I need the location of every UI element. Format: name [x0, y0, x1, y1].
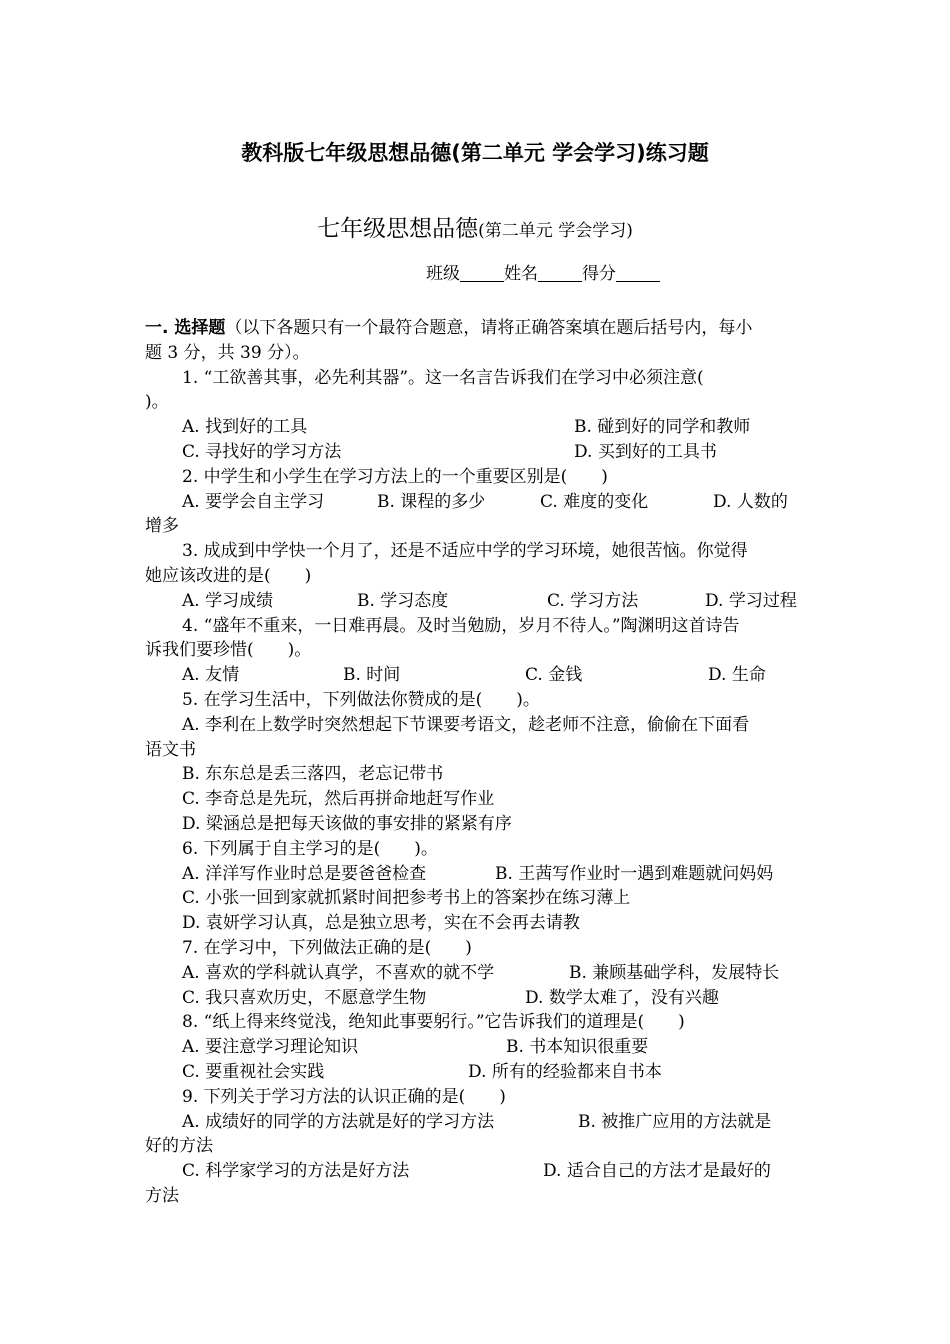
q9-option-d: D. 适合自己的方法才是最好的	[543, 1161, 771, 1182]
q1-stem: 1. “工欲善其事，必先利其器”。这一名言告诉我们在学习中必须注意(	[182, 367, 704, 388]
class-label: 班级	[426, 264, 460, 284]
q6-option-c: C. 小张一回到家就抓紧时间把参考书上的答案抄在练习薄上	[182, 888, 631, 909]
class-blank[interactable]	[460, 263, 504, 282]
q2-option-a: A. 要学会自主学习	[182, 491, 325, 512]
name-blank[interactable]	[538, 263, 582, 282]
score-label: 得分	[582, 264, 616, 284]
q1-stem-cont: )。	[145, 392, 169, 413]
q5-option-a: A. 李利在上数学时突然想起下节课要考语文，趁老师不注意，偷偷在下面看	[182, 714, 750, 735]
q7-options-row2	[145, 986, 810, 1011]
q1-option-a: A. 找到好的工具	[182, 417, 308, 438]
q3-stem-cont: 她应该改进的是( )	[145, 565, 312, 586]
q7-option-d: D. 数学太难了，没有兴趣	[525, 987, 719, 1008]
q4-stem-cont: 诉我们要珍惜( )。	[145, 640, 312, 661]
q1-options-row1	[145, 415, 810, 440]
q6-stem: 6. 下列属于自主学习的是( )。	[182, 838, 438, 859]
q4-option-a: A. 友情	[182, 665, 240, 686]
q9-options-row1	[145, 1110, 810, 1135]
q8-options-row1	[145, 1035, 810, 1060]
q3-option-a: A. 学习成绩	[182, 590, 274, 611]
q5-stem: 5. 在学习生活中，下列做法你赞成的是( )。	[182, 689, 540, 710]
q5-option-c: C. 李奇总是先玩，然后再拼命地赶写作业	[182, 789, 495, 810]
section-heading-line	[145, 316, 810, 341]
q9-option-b-cont: 好的方法	[145, 1136, 213, 1157]
q8-option-a: A. 要注意学习理论知识	[182, 1037, 359, 1058]
q4-stem: 4. “盛年不重来，一日难再晨。及时当勉励，岁月不待人。”陶渊明这首诗告	[182, 615, 740, 636]
q1-option-d: D. 买到好的工具书	[574, 441, 717, 462]
student-info-line	[426, 259, 660, 284]
q5-option-b: B. 东东总是丢三落四，老忘记带书	[182, 764, 444, 785]
section-instruction: （以下各题只有一个最符合题意，请将正确答案填在题后括号内，每小	[225, 318, 753, 338]
q8-option-c: C. 要重视社会实践	[182, 1061, 325, 1082]
q3-option-b: B. 学习态度	[357, 590, 449, 611]
q9-stem: 9. 下列关于学习方法的认识正确的是( )	[182, 1086, 506, 1107]
q6-option-a: A. 洋洋写作业时总是要爸爸检查	[182, 863, 427, 884]
q9-option-c: C. 科学家学习的方法是好方法	[182, 1161, 410, 1182]
q4-option-b: B. 时间	[343, 665, 401, 686]
q4-option-d: D. 生命	[708, 665, 766, 686]
section-instruction-cont: 题 3 分，共 39 分）。	[145, 342, 310, 363]
q2-option-c: C. 难度的变化	[540, 491, 649, 512]
q9-options-row2	[145, 1159, 810, 1184]
score-blank[interactable]	[616, 263, 660, 282]
q6-options-row1	[145, 862, 810, 887]
q9-option-a: A. 成绩好的同学的方法就是好的学习方法	[182, 1111, 495, 1132]
subtitle-unit: (第二单元 学会学习)	[478, 221, 633, 241]
q7-stem: 7. 在学习中，下列做法正确的是( )	[182, 937, 472, 958]
q4-option-c: C. 金钱	[525, 665, 583, 686]
q7-option-b: B. 兼顾基础学科，发展特长	[569, 962, 780, 983]
q2-option-d: D. 人数的	[713, 491, 788, 512]
q2-stem: 2. 中学生和小学生在学习方法上的一个重要区别是( )	[182, 466, 608, 487]
document-title: 教科版七年级思想品德(第二单元 学会学习)练习题	[241, 141, 709, 165]
q4-options	[145, 663, 810, 688]
q3-options	[145, 589, 810, 614]
q7-options-row1	[145, 961, 810, 986]
q2-option-b: B. 课程的多少	[377, 491, 486, 512]
q5-option-d: D. 梁涵总是把每天该做的事安排的紧紧有序	[182, 813, 512, 834]
q3-option-d: D. 学习过程	[705, 590, 797, 611]
q2-options	[145, 490, 810, 515]
q3-stem: 3. 成成到中学快一个月了，还是不适应中学的学习环境，她很苦恼。你觉得	[182, 541, 748, 562]
document-subtitle	[0, 210, 950, 243]
q2-option-d-cont: 增多	[145, 516, 179, 537]
q1-options-row2	[145, 440, 810, 465]
q1-option-c: C. 寻找好的学习方法	[182, 441, 342, 462]
section-heading: 一. 选择题	[145, 318, 226, 338]
q9-option-d-cont: 方法	[145, 1185, 179, 1206]
q3-option-c: C. 学习方法	[547, 590, 639, 611]
q9-option-b: B. 被推广应用的方法就是	[578, 1111, 772, 1132]
question-section	[145, 316, 810, 1209]
q1-option-b: B. 碰到好的同学和教师	[574, 417, 751, 438]
subtitle-main: 七年级思想品德	[317, 216, 479, 242]
q8-options-row2	[145, 1060, 810, 1085]
q7-option-a: A. 喜欢的学科就认真学，不喜欢的就不学	[182, 962, 495, 983]
q8-option-b: B. 书本知识很重要	[506, 1037, 649, 1058]
q6-option-d: D. 袁妍学习认真，总是独立思考，实在不会再去请教	[182, 913, 580, 934]
name-label: 姓名	[504, 264, 538, 284]
q8-option-d: D. 所有的经验都来自书本	[468, 1061, 662, 1082]
q7-option-c: C. 我只喜欢历史，不愿意学生物	[182, 987, 427, 1008]
q6-option-b: B. 王茜写作业时一遇到难题就问妈妈	[495, 863, 774, 884]
q5-option-a-cont: 语文书	[145, 739, 196, 760]
q8-stem: 8. “纸上得来终觉浅，绝知此事要躬行。”它告诉我们的道理是( )	[182, 1012, 685, 1033]
